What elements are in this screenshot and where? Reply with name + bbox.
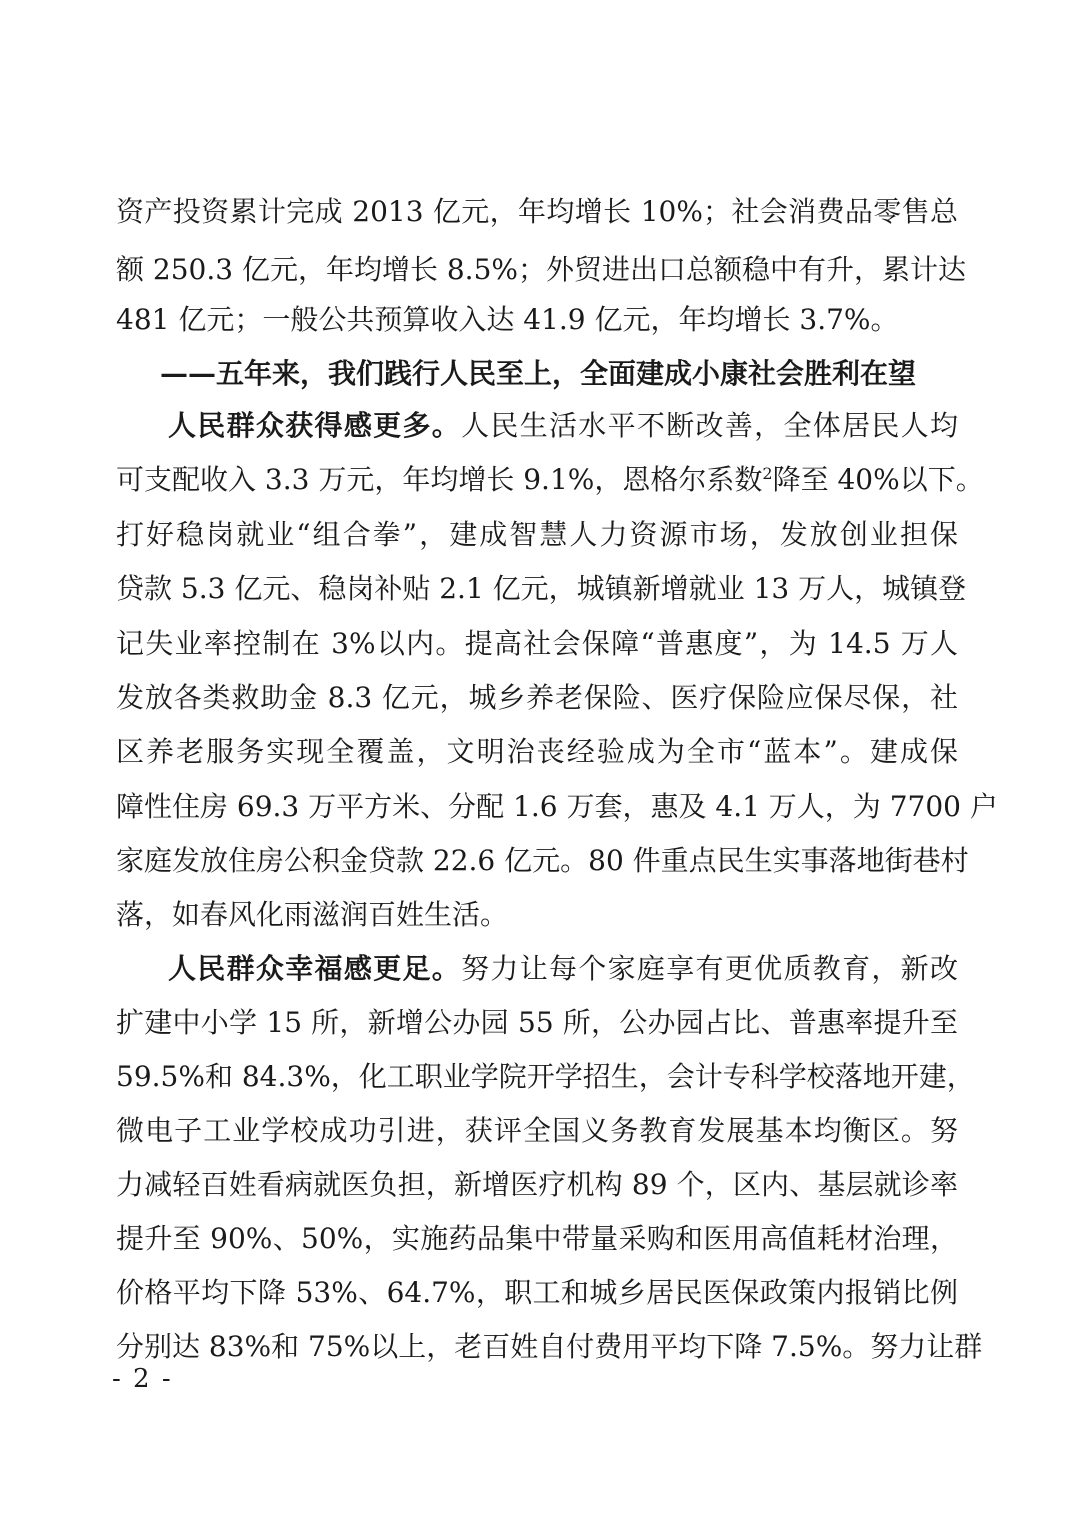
- page-number: - 2 -: [112, 1364, 173, 1394]
- text-line: 额 250.3 亿元，年均增长 8.5%；外贸进出口总额稳中有升，累计达: [116, 253, 966, 286]
- text-run: 努力让每个家庭享有更优质教育，新改: [461, 952, 958, 985]
- text-line: 481 亿元；一般公共预算收入达 41.9 亿元，年均增长 3.7%。: [116, 303, 899, 336]
- text-run: 可支配收入 3.3 万元，年均增长 9.1%，恩格尔系数: [116, 463, 763, 496]
- text-run: 人民生活水平不断改善，全体居民人均: [461, 409, 958, 442]
- text-line: 打好稳岗就业“组合拳”，建成智慧人力资源市场，发放创业担保: [116, 518, 958, 551]
- paragraph-lead: 人民群众获得感更多。: [168, 409, 462, 442]
- text-line: 分别达 83%和 75%以上，老百姓自付费用平均下降 7.5%。努力让群: [116, 1330, 983, 1363]
- text-line: 落，如春风化雨滋润百姓生活。: [116, 898, 509, 931]
- text-line: 资产投资累计完成 2013 亿元，年均增长 10%；社会消费品零售总: [116, 195, 958, 228]
- text-run: 降至 40%以下。: [772, 463, 984, 496]
- text-line: 发放各类救助金 8.3 亿元，城乡养老保险、医疗保险应保尽保，社: [116, 681, 958, 714]
- text-line: 家庭发放住房公积金贷款 22.6 亿元。80 件重点民生实事落地街巷村: [116, 844, 969, 877]
- paragraph-first-line: [168, 949, 958, 989]
- text-line: [116, 460, 984, 500]
- text-line: 力减轻百姓看病就医负担，新增医疗机构 89 个，区内、基层就诊率: [116, 1168, 958, 1201]
- paragraph-first-line: [168, 406, 958, 446]
- text-line: 扩建中小学 15 所，新增公办园 55 所，公办园占比、普惠率提升至: [116, 1006, 958, 1039]
- text-line: 记失业率控制在 3%以内。提高社会保障“普惠度”，为 14.5 万人: [116, 627, 958, 660]
- text-line: 障性住房 69.3 万平方米、分配 1.6 万套，惠及 4.1 万人，为 7700 户: [116, 790, 998, 823]
- footnote-marker: 2: [762, 464, 773, 483]
- text-line: 提升至 90%、50%，实施药品集中带量采购和医用高值耗材治理，: [116, 1222, 958, 1255]
- paragraph-lead: 人民群众幸福感更足。: [168, 952, 462, 985]
- text-line: 价格平均下降 53%、64.7%，职工和城乡居民医保政策内报销比例: [116, 1276, 958, 1309]
- text-line: 区养老服务实现全覆盖，文明治丧经验成为全市“蓝本”。建成保: [116, 735, 958, 768]
- section-heading: ——五年来，我们践行人民至上，全面建成小康社会胜利在望: [160, 357, 917, 390]
- text-line: 59.5%和 84.3%，化工职业学院开学招生，会计专科学校落地开建，: [116, 1060, 975, 1093]
- text-line: 贷款 5.3 亿元、稳岗补贴 2.1 亿元，城镇新增就业 13 万人，城镇登: [116, 572, 967, 605]
- text-line: 微电子工业学校成功引进，获评全国义务教育发展基本均衡区。努: [116, 1114, 958, 1147]
